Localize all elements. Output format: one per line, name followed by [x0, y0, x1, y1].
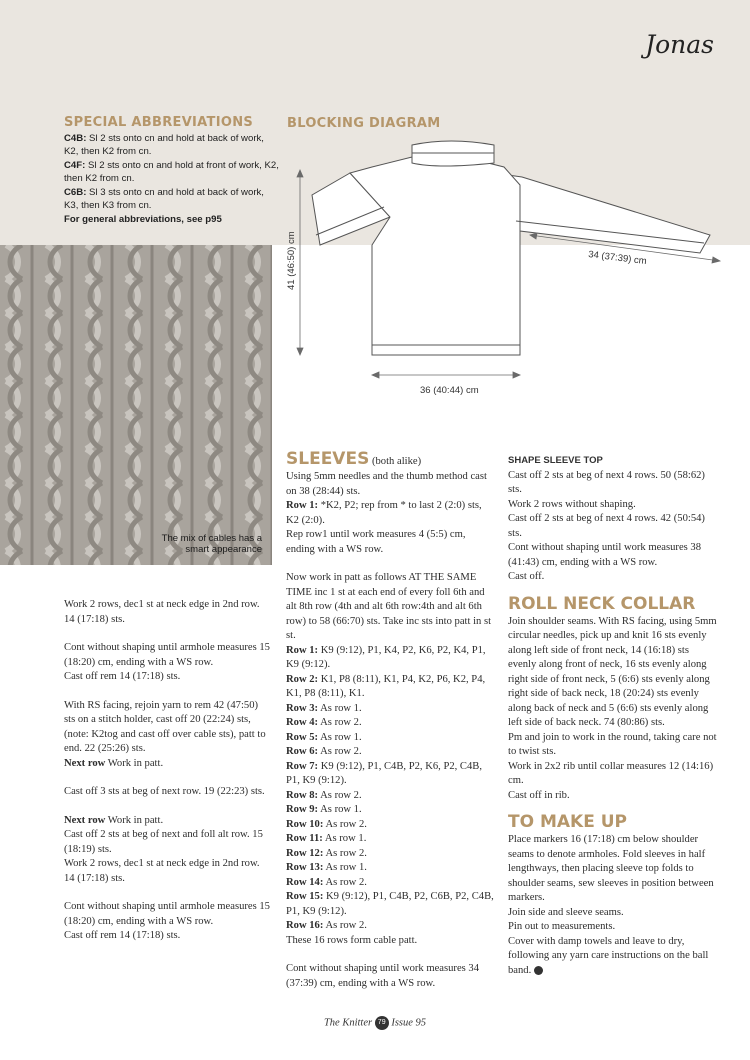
pattern-row: Row 9: As row 1. [286, 804, 362, 815]
text-paragraph: Work 2 rows, dec1 st at neck edge in 2nd row. 14 (17:18) sts. [64, 858, 260, 884]
text-paragraph: Using 5mm needles and the thumb method cast on 38 (28:44) sts. [286, 471, 487, 497]
page-title: Jonas [645, 30, 714, 59]
text-paragraph: Cast off in rib. [508, 789, 570, 801]
pattern-row: Row 10: As row 2. [286, 818, 367, 830]
text-paragraph: Cont without shaping until armhole measures 15 (18:20) cm, ending with a WS row. [64, 901, 270, 927]
pattern-row: Row 7: K9 (9:12), P1, C4B, P2, K6, P2, C4B, P1, K9 (9:12). [286, 760, 483, 786]
text-paragraph: Place markers 16 (17:18) cm below shoulder seams to denote armholes. Fold sleeves in half lengthways, then placing sleeve top folds to shoulder seams, sew sleeves in position between markers. [508, 834, 714, 903]
text-paragraph: Cast off 2 sts at beg of next 4 rows. 42 (50:54) sts. [508, 513, 705, 539]
sleeve-label: 34 (37:39) cm [587, 249, 648, 268]
pattern-row: Row 3: As row 1. [286, 702, 362, 714]
text-paragraph: Cover with damp towels and leave to dry, following any yarn care instructions on the ball band. [508, 935, 709, 976]
text-paragraph: Work 2 rows without shaping. [508, 498, 636, 510]
abbreviations-panel [64, 116, 279, 227]
end-mark-icon [534, 966, 543, 975]
general-abbrev-note: For general abbreviations, see p95 [64, 214, 222, 225]
text-paragraph: Cast off rem 14 (17:18) sts. [64, 671, 181, 682]
text-paragraph: Cast off 3 sts at beg of next row. 19 (22:23) sts. [64, 786, 265, 797]
abbrev-item: C6B: Sl 3 sts onto cn and hold at back of work, K3, then K3 from cn. [64, 187, 264, 211]
width-label: 36 (40:44) cm [420, 385, 479, 396]
right-column [508, 454, 718, 978]
abbrev-item: C4B: Sl 2 sts onto cn and hold at back of work, K2, then K2 from cn. [64, 133, 264, 157]
shape-sleeve-top-heading: SHAPE SLEEVE TOP [508, 455, 603, 466]
text-paragraph: Work in 2x2 rib until collar measures 12 (14:16) cm. [508, 760, 714, 786]
text-paragraph: Cont without shaping until armhole measures 15 (18:20) cm, ending with a WS row. [64, 642, 270, 668]
blocking-diagram [280, 135, 750, 400]
text-paragraph: Cast off 2 sts at beg of next and foll alt row. 15 (18:19) sts. [64, 829, 263, 855]
collar-heading: ROLL NECK COLLAR [508, 593, 696, 614]
text-paragraph: Next row Work in patt. [64, 814, 164, 826]
abbreviations-heading: SPECIAL ABBREVIATIONS [64, 115, 254, 130]
text-paragraph: With RS facing, rejoin yarn to rem 42 (47:50) sts on a stitch holder, cast off 20 (22:24) sts, (note: K2tog and cast off over cable sts), patt to end. 22 (25:26) sts. [64, 699, 266, 754]
left-column [64, 598, 270, 944]
page-footer [0, 1016, 750, 1030]
text-paragraph: Cont without shaping until work measures 34 (37:39) cm, ending with a WS row. [286, 963, 480, 989]
pattern-row: Row 12: As row 2. [286, 847, 367, 859]
photo-caption: The mix of cables has a smart appearance [161, 533, 262, 555]
abbrev-item: C4F: Sl 2 sts onto cn and hold at front of work, K2, then K2 from cn. [64, 160, 279, 184]
pattern-row: Row 4: As row 2. [286, 717, 362, 728]
text-paragraph: Cont without shaping until work measures 38 (41:43) cm, ending with a WS row. [508, 542, 702, 568]
pattern-row: Row 16: As row 2. [286, 920, 367, 931]
text-paragraph: Next row Work in patt. [64, 757, 164, 769]
text-paragraph: Join side and sleeve seams. [508, 906, 624, 918]
issue-badge: 79 [375, 1016, 389, 1030]
pattern-row: Row 15: K9 (9:12), P1, C4B, P2, C6B, P2, C4B, P1, K9 (9:12). [286, 891, 494, 917]
pattern-row: Row 1: K9 (9:12), P1, K4, P2, K6, P2, K4, P1, K9 (9:12). [286, 644, 486, 670]
text-paragraph: These 16 rows form cable patt. [286, 934, 418, 946]
sleeves-heading: SLEEVES [286, 449, 370, 469]
pattern-row: Row 5: As row 1. [286, 731, 362, 743]
make-up-heading: TO MAKE UP [508, 812, 628, 832]
magazine-name: The Knitter [323, 1017, 373, 1029]
text-paragraph: Pin out to measurements. [508, 921, 616, 932]
sleeves-subheading: (both alike) [369, 456, 422, 467]
text-paragraph: Row 1: *K2, P2; rep from * to last 2 (2:0) sts, K2 (2:0). [286, 500, 482, 526]
sleeve-right [494, 173, 710, 253]
sleeves-column [286, 448, 496, 991]
text-paragraph: Cast off rem 14 (17:18) sts. [64, 930, 181, 941]
cable-photo [0, 245, 272, 565]
pattern-row: Row 8: As row 2. [286, 789, 362, 801]
issue-number: Issue 95 [391, 1017, 427, 1029]
text-paragraph: Work 2 rows, dec1 st at neck edge in 2nd row. 14 (17:18) sts. [64, 599, 260, 625]
height-label: 41 (46:50) cm [286, 231, 297, 290]
text-paragraph: Pm and join to work in the round, taking care not to twist sts. [508, 731, 717, 757]
blocking-diagram-heading: BLOCKING DIAGRAM [287, 116, 441, 131]
text-paragraph: Rep row1 until work measures 4 (5:5) cm, ending with a WS row. [286, 529, 466, 555]
pattern-row: Row 6: As row 2. [286, 746, 362, 757]
text-paragraph: Cast off. [508, 571, 545, 582]
pattern-row: Row 14: As row 2. [286, 876, 367, 888]
pattern-row: Row 11: As row 1. [286, 833, 367, 844]
text-paragraph: Now work in patt as follows AT THE SAME TIME inc 1 st at each end of every foll 6th and alt 8th row (4th and alt 6th row:4th and alt 6th row) to 58 (66:70) sts. Take inc sts into patt in st st. [286, 572, 492, 641]
text-paragraph: Join shoulder seams. With RS facing, using 5mm circular needles, pick up and knit 16 sts evenly along left side of front neck, 14 (16:18) sts evenly along front of neck, 16 sts evenly along right side of front neck, 5 (6:6) sts evenly along right side of back neck, 18 (20:24) sts evenly along back of neck and 5 (6:6) sts evenly along left side of back neck. 74 (80:86) sts. [508, 615, 717, 728]
pattern-row: Row 13: As row 1. [286, 862, 367, 873]
sweater-body [350, 157, 520, 355]
pattern-row: Row 2: K1, P8 (8:11), K1, P4, K2, P6, K2, P4, K1, P8 (8:11), K1. [286, 673, 486, 699]
text-paragraph: Cast off 2 sts at beg of next 4 rows. 50 (58:62) sts. [508, 469, 705, 495]
